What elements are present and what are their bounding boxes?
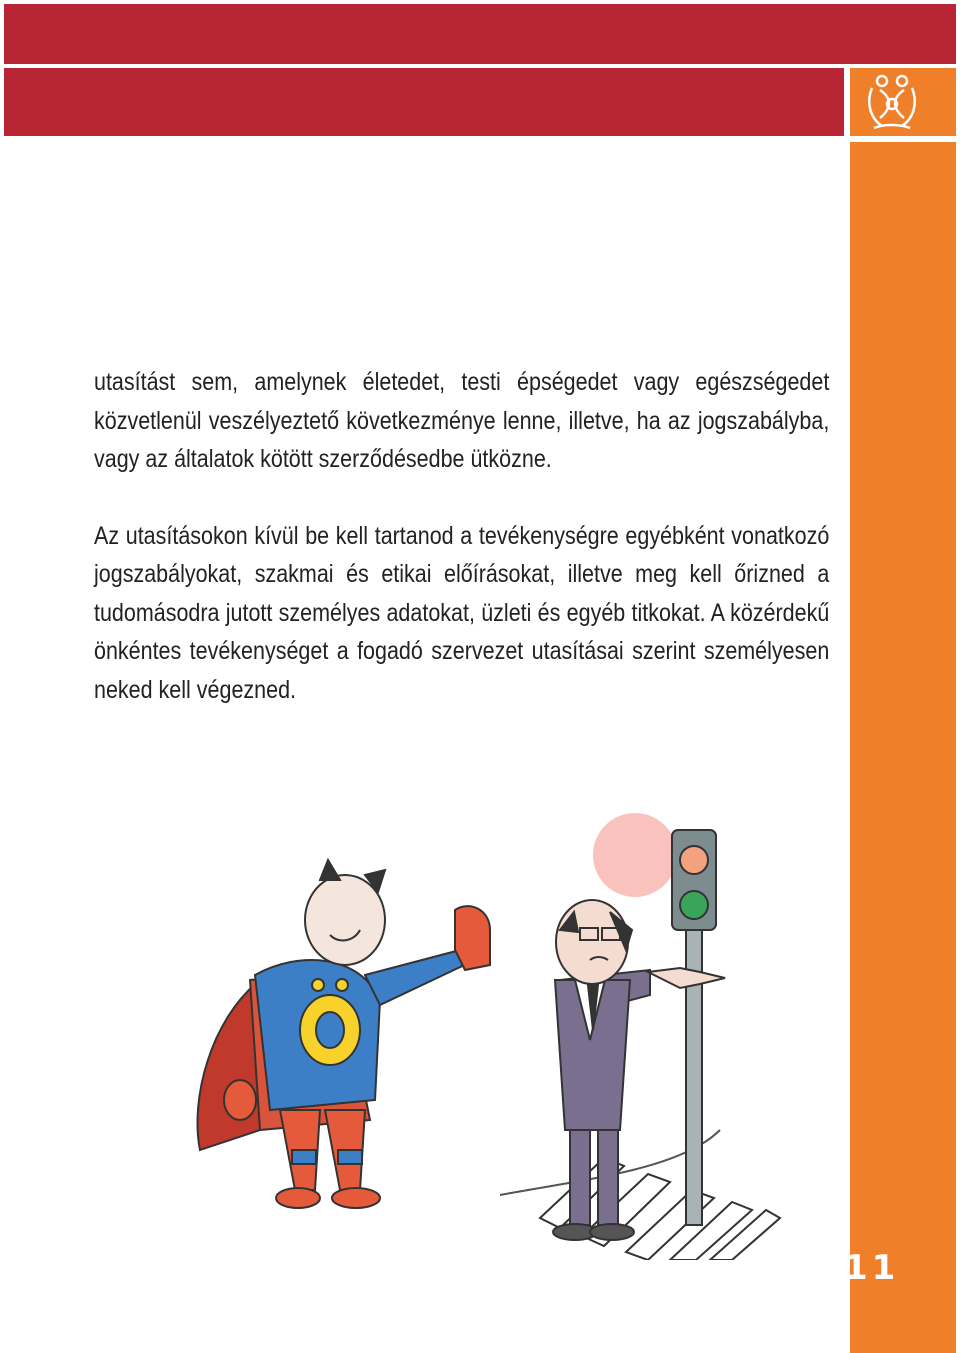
superhero xyxy=(198,860,491,1208)
header-top-bar xyxy=(4,4,956,64)
page-number: 11 xyxy=(844,1248,900,1288)
header-main-bar xyxy=(4,68,844,136)
side-strip xyxy=(850,142,956,1353)
volunteer-logo-icon xyxy=(864,72,920,132)
paragraph-1: utasítást sem, amelynek életedet, testi épségedet vagy egészségedet közvetlenül veszélyeztető következménye lenne, illetve, ha az jogszabályba, vagy az általatok kötött szerződésedbe ütközne. xyxy=(94,368,830,473)
body-text xyxy=(94,363,829,709)
paragraph-2: Az utasításokon kívül be kell tartanod a tevékenységre egyébként vonatkozó jogszabályokat, szakmai és etikai előírásokat, illetve meg kell őrizned a tudomásodra jutott személyes adatokat, üzleti és egyéb titkokat. A közérdekű önkéntes tevékenységet a fogadó szervezet utasításai szerint személyesen neked kell végezned. xyxy=(94,521,830,704)
superhero-and-pedestrian-crossing-illustration xyxy=(180,800,840,1260)
